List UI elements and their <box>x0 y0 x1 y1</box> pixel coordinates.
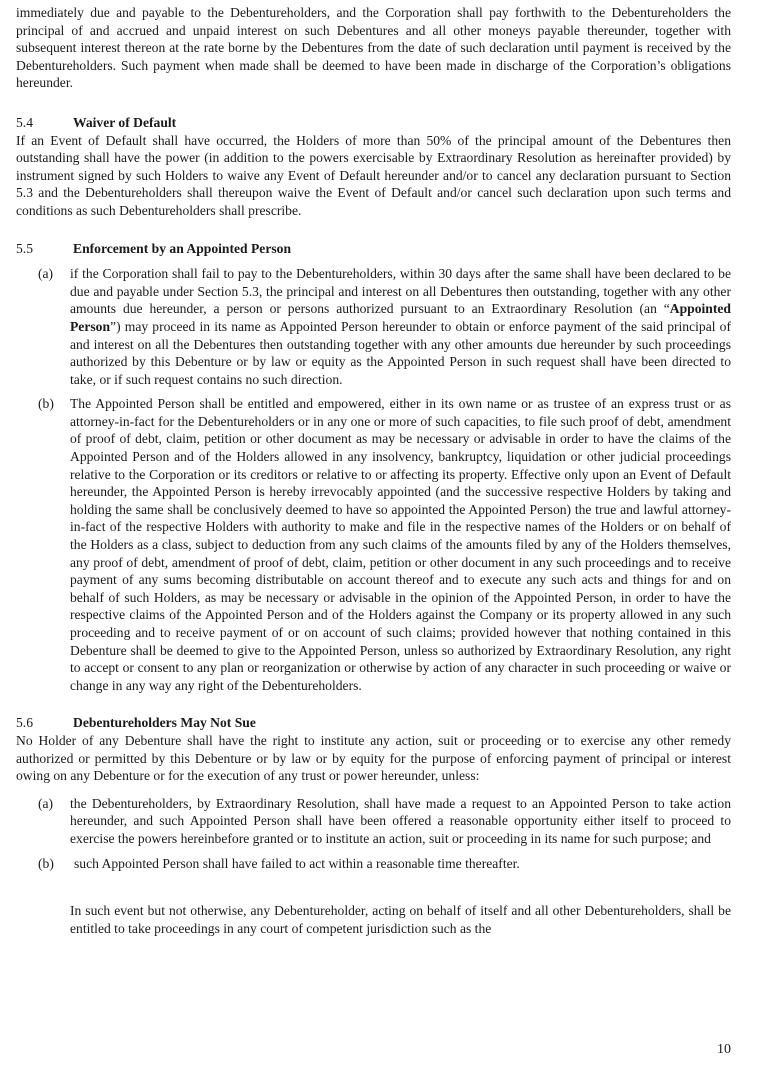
list-item-text <box>70 265 731 388</box>
section-title: Debentureholders May Not Sue <box>73 715 256 731</box>
page-number: 10 <box>717 1042 731 1057</box>
section-heading-5-6 <box>16 714 731 732</box>
section-5-6-body: No Holder of any Debenture shall have the right to institute any action, suit or proceeding or to exercise any other remedy authorized or permitted by this Debenture or by law or by equity for the purpose of enforcing payment of principal or interest owing on any Debenture or for the execution of any trust or power hereunder, unless: <box>16 732 731 784</box>
list-item-5-5-a <box>16 265 731 388</box>
section-heading-5-5 <box>16 240 731 258</box>
list-marker: (a) <box>38 795 54 811</box>
section-5-6-closing: In such event but not otherwise, any Debentureholder, acting on behalf of itself and all other Debentureholders, shall be entitled to take proceedings in any court of competent jurisdiction such as the <box>70 903 731 936</box>
list-item-text: the Debentureholders, by Extraordinary Resolution, shall have made a request to an Appointed Person to take action hereunder, and such Appointed Person shall have been offered a reasonable opportunity either itself to proceed to exercise the powers hereinbefore granted or to institute an action, suit or proceeding in its name for such purpose; and <box>70 795 731 846</box>
section-title: Enforcement by an Appointed Person <box>73 240 292 256</box>
list-item-5-5-b <box>16 395 731 694</box>
document-page <box>16 4 731 937</box>
section-5-4-body: If an Event of Default shall have occurred, the Holders of more than 50% of the principal amount of the Debentures then outstanding shall have the power (in addition to the powers exercisable by Extraordinary Resolution as hereinafter provided) by instrument signed by such Holders to waive any Event of Default hereunder and/or to cancel any declaration pursuant to Section 5.3 and the Debentureholders shall thereupon waive the Event of Default and/or cancel such declaration upon such terms and conditions as such Debentureholders shall prescribe. <box>16 132 731 218</box>
list-marker: (a) <box>38 266 54 282</box>
section-number: 5.6 <box>16 715 33 731</box>
defined-term: Appointed Person <box>70 301 731 334</box>
list-text-before: if the Corporation shall fail to pay to the Debentureholders, within 30 days after the same shall have been declared to be due and payable under Section 5.3, the principal and interest on all Debentures then outstanding, together with any other amounts due hereunder, a person or persons authorized pursuant to an Extraordinary Resolution (an “ <box>70 266 731 317</box>
section-heading-5-4 <box>16 114 731 132</box>
list-marker: (b) <box>38 396 54 412</box>
list-item-text: The Appointed Person shall be entitled and empowered, either in its own name or as trustee of an express trust or as attorney-in-fact for the Debentureholders or in any one or more of such capacities, to file such proof of debt, amendment of proof of debt, claim, petition or other document as may be necessary or advisable in order to have the claims of the Appointed Person and of the Holders allowed in any insolvency, bankruptcy, liquidation or other judicial proceedings relative to the Corporation or its creditors or relative to or affecting its property. Effective only upon an Event of Default hereunder, the Appointed Person is hereby irrevocably appointed (and the successive respective Holders by taking and holding the same shall be conclusively deemed to have so appointed the Appointed Person) the true and lawful attorney-in-fact of the respective Holders with authority to make and file in the respective names of the Holders or on behalf of the Holders as a class, subject to deduction from any such claims of the amounts filed by any of the Holders themselves, any proof of debt, amendment of proof of debt, claim, petition or other document in any such proceedings and to receive payment of any sums becoming distributable on account thereof and to execute any such acts and things for and on behalf of such Holders, as may be necessary or advisable in the opinion of the Appointed Person, in order to have the respective claims of the Appointed Person and of the Holders against the Company or its property allowed in any such proceeding and to receive payment of or on account of such claims; provided however that nothing contained in this Debenture shall be deemed to give to the Appointed Person, unless so authorized by Extraordinary Resolution, any right to accept or consent to any plan or reorganization or otherwise by action of any character in such proceeding or waive or change in any way any right of the Debentureholders. <box>70 396 731 693</box>
section-title: Waiver of Default <box>73 114 177 130</box>
list-item-5-6-b <box>16 855 731 873</box>
section-number: 5.5 <box>16 240 33 256</box>
section-number: 5.4 <box>16 114 33 130</box>
list-item-text: such Appointed Person shall have failed to act within a reasonable time thereafter. <box>74 855 520 871</box>
list-item-5-6-a <box>16 795 731 848</box>
list-text-after: ”) may proceed in its name as Appointed Person hereunder to obtain or enforce payment of the said principal of and interest on all the Debentures then outstanding together with any other amounts due hereunder by such proceedings authorized by this Debenture or by law or equity as the Appointed Person in such request shall have been directed to take, or if such request contains no such direction. <box>70 318 731 387</box>
intro-paragraph: immediately due and payable to the Debentureholders, and the Corporation shall pay forthwith to the Debentureholders the principal of and accrued and unpaid interest on such Debentures and all other moneys payable thereunder, together with subsequent interest thereon at the rate borne by the Debentures from the date of such declaration until payment is received by the Debentureholders. Such payment when made shall be deemed to have been made in discharge of the Corporation’s obligations hereunder. <box>16 5 731 91</box>
list-marker: (b) <box>38 855 54 871</box>
